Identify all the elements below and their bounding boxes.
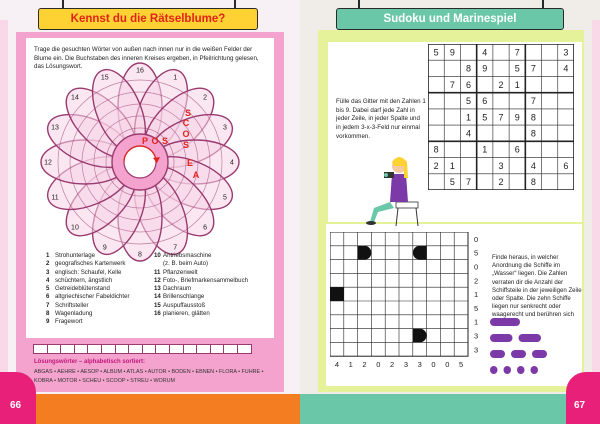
clue-text: geografisches Kartenwerk — [55, 260, 126, 268]
column-hint: 4 — [334, 360, 339, 370]
clue-item — [46, 302, 130, 310]
prefilled-letter: P — [141, 136, 149, 146]
left-page-title: Kennst du die Rätselblume? — [38, 8, 258, 30]
column-hint: 2 — [390, 360, 395, 370]
sudoku-given: 8 — [530, 128, 536, 139]
clue-number: 10 — [154, 252, 161, 259]
answer-box[interactable] — [142, 344, 157, 354]
clue-number: 16 — [154, 310, 161, 318]
word-list-heading: Lösungswörter – alphabetisch sortiert: — [34, 359, 146, 365]
sudoku-given: 7 — [449, 79, 455, 90]
clue-number: 2 — [46, 260, 50, 268]
row-hint: 0 — [474, 262, 479, 272]
column-hint: 0 — [376, 360, 381, 370]
sudoku-given: 8 — [433, 144, 439, 155]
page-number-right: 67 — [574, 400, 586, 411]
column-hint: 1 — [348, 360, 353, 370]
clue-number: 4 — [46, 276, 50, 284]
clue-number: 8 — [46, 310, 50, 318]
column-hint: 5 — [459, 360, 464, 370]
clue-text: Strohunterlage — [55, 252, 95, 259]
clue-item — [46, 285, 130, 293]
fleet-ship — [511, 350, 526, 358]
fleet-ship — [531, 366, 539, 374]
clue-item — [154, 310, 248, 318]
sudoku-given: 1 — [482, 144, 488, 155]
ship-end-right — [358, 246, 372, 260]
fleet-ship — [519, 334, 542, 342]
left-corner-decor — [0, 372, 36, 424]
right-corner-decor — [566, 372, 600, 424]
battleship-instructions: Finde heraus, in welcher Anordnung die Schiffe im „Wasser“ liegen. Die Zahlen verraten dir die Anzahl der Schiffsteile in der jeweiligen Zeile oder Spalte. Die zehn Schiffe liegen nur senkrecht oder waagerecht und berühren sich — [492, 254, 582, 319]
answer-box[interactable] — [33, 344, 48, 354]
clue-number: 7 — [46, 301, 50, 309]
clue-text: Dachraum — [163, 285, 192, 293]
clue-item — [154, 293, 248, 301]
prefilled-letter: O — [182, 129, 190, 139]
petal-number: 4 — [230, 159, 234, 167]
prefilled-letter: S — [182, 140, 190, 150]
answer-box[interactable] — [237, 344, 252, 354]
clue-text: Wagenladung — [55, 310, 93, 318]
clue-text: Getreideblütenstand — [55, 285, 110, 293]
prefilled-letter: S — [161, 136, 169, 146]
answer-box[interactable] — [101, 344, 116, 354]
sudoku-given: 1 — [449, 160, 455, 171]
column-hint: 0 — [431, 360, 436, 370]
sudoku-given: 8 — [530, 177, 536, 188]
clue-number: 6 — [46, 293, 50, 301]
fleet-ship — [517, 366, 525, 374]
left-edge-decor — [0, 20, 8, 380]
fleet-ship — [504, 366, 512, 374]
clue-item — [154, 269, 248, 277]
fleet-ship — [490, 318, 520, 326]
sudoku-given: 7 — [530, 63, 536, 74]
sudoku-given: 5 — [449, 177, 455, 188]
petal-number: 16 — [136, 67, 144, 75]
clue-text: englisch: Schaufel, Kelle — [55, 268, 122, 276]
clue-number: 3 — [46, 268, 50, 276]
petal-number: 8 — [138, 251, 142, 259]
clue-list-left — [46, 252, 130, 327]
sudoku-given: 1 — [466, 112, 472, 123]
ship-middle — [330, 287, 344, 301]
clue-number: 5 — [46, 285, 50, 293]
sudoku-given: 7 — [530, 96, 536, 107]
right-edge-decor — [592, 20, 600, 380]
fleet-ship — [532, 350, 547, 358]
sudoku-given: 9 — [514, 112, 520, 123]
sudoku-given: 7 — [514, 47, 520, 58]
ship-end-left — [413, 246, 427, 260]
sudoku-given: 8 — [530, 112, 536, 123]
column-hint: 0 — [445, 360, 450, 370]
sudoku-given: 5 — [433, 47, 439, 58]
clue-text: Schriftsteller — [55, 301, 89, 309]
right-page-title: Sudoku und Marinespiel — [336, 8, 564, 30]
sudoku-given: 4 — [466, 128, 472, 139]
answer-box[interactable] — [155, 344, 170, 354]
petal-number: 11 — [51, 194, 59, 202]
detective-girl-illustration — [362, 148, 426, 228]
sudoku-given: 7 — [466, 177, 472, 188]
sudoku-given: 7 — [498, 112, 504, 123]
petal-number: 2 — [203, 94, 208, 102]
clue-text: schüchtern, ängstlich — [55, 276, 113, 284]
clue-text: altgriechischer Fabeldichter — [55, 293, 130, 301]
sudoku-given: 6 — [563, 160, 569, 171]
sudoku-given: 5 — [514, 63, 520, 74]
answer-box[interactable] — [47, 344, 62, 354]
petal-number: 12 — [44, 159, 52, 167]
sudoku-instructions: Fülle das Gitter mit den Zahlen 1 bis 9. Dabei darf jede Zahl in jeder Zeile, in jeder Spalte und in jedem 3-x-3-Feld nur einmal vorkommen. — [336, 98, 426, 140]
sudoku-given: 1 — [514, 79, 520, 90]
petal-number: 5 — [223, 194, 227, 202]
row-hint: 2 — [474, 276, 479, 286]
sudoku-given: 9 — [482, 63, 488, 74]
ship-end-right — [413, 329, 427, 343]
row-hint: 3 — [474, 345, 479, 355]
sudoku-given: 3 — [563, 47, 569, 58]
sudoku-given: 2 — [498, 79, 504, 90]
sudoku-given: 8 — [466, 63, 472, 74]
clue-item — [46, 318, 130, 326]
petal-number: 13 — [51, 124, 59, 132]
clue-number: 11 — [154, 268, 161, 276]
answer-box[interactable] — [210, 344, 225, 354]
solution-word-boxes — [34, 344, 252, 354]
answer-box[interactable] — [196, 344, 211, 354]
clue-item — [46, 277, 130, 285]
prefilled-letter: O — [151, 136, 159, 146]
row-hint: 5 — [474, 303, 479, 313]
page-number-left: 66 — [10, 400, 22, 411]
clue-text: (z. B. beim Auto) — [163, 260, 209, 268]
fleet-legend — [490, 318, 570, 388]
row-hint: 1 — [474, 317, 479, 327]
row-hint: 3 — [474, 331, 479, 341]
clue-text: Foto-, Briefmarkensammelbuch — [163, 276, 249, 284]
column-hint: 3 — [417, 360, 422, 370]
sudoku-given: 6 — [514, 144, 520, 155]
column-hint: 3 — [403, 360, 408, 370]
row-hint: 0 — [474, 234, 479, 244]
clue-number: 9 — [46, 318, 50, 326]
petal-number: 7 — [173, 244, 178, 252]
prefilled-letter: C — [182, 118, 190, 128]
puzzle-flower — [40, 62, 240, 262]
answer-box[interactable] — [115, 344, 130, 354]
prefilled-letter: E — [186, 158, 194, 168]
clue-item — [154, 252, 248, 260]
fleet-ship — [490, 366, 498, 374]
clue-list-right — [154, 252, 248, 318]
clue-text: Auspuffausstoß — [163, 301, 206, 309]
sudoku-grid — [428, 44, 574, 190]
sudoku-given: 2 — [433, 160, 439, 171]
answer-box[interactable] — [128, 344, 143, 354]
answer-box[interactable] — [223, 344, 238, 354]
right-footer-band — [300, 394, 600, 424]
petal-number: 3 — [223, 124, 227, 132]
clue-number: 12 — [154, 276, 161, 284]
row-hint: 5 — [474, 248, 479, 258]
sudoku-given: 4 — [530, 160, 536, 171]
petal-number: 14 — [71, 94, 79, 102]
clue-text: Pflanzenwelt — [163, 268, 198, 276]
column-hint: 2 — [362, 360, 367, 370]
prefilled-letter: A — [192, 170, 200, 180]
petal-number: 9 — [102, 244, 107, 252]
clue-item — [46, 310, 130, 318]
clue-item — [46, 260, 130, 268]
word-list: ABGAS • AEHRE • AESOP • ALBUM • ATLAS • AUTOR • BODEN • EBNEN • FLORA • FUHRE • KOBRA • MOTOR • SCHEU • SCOOP • STREU • WORUM — [34, 369, 264, 384]
fleet-ship — [490, 334, 513, 342]
clue-item — [154, 277, 248, 285]
answer-box[interactable] — [60, 344, 75, 354]
sudoku-given: 5 — [482, 112, 488, 123]
answer-box[interactable] — [74, 344, 89, 354]
answer-box[interactable] — [169, 344, 184, 354]
petal-number: 1 — [173, 74, 178, 82]
clue-item — [46, 252, 130, 260]
sudoku-given: 6 — [482, 96, 488, 107]
clue-item — [46, 269, 130, 277]
flower-instructions: Trage die gesuchten Wörter von außen nach innen nur in die weißen Felder der Blume ein. Die Buchstaben des inneren Kreises ergeben, in Pfeilrichtung gelesen, das Lösungswort. — [34, 46, 259, 70]
sudoku-given: 2 — [498, 177, 504, 188]
sudoku-given: 6 — [466, 79, 472, 90]
clue-text: Brillenschlange — [163, 293, 205, 301]
sudoku-given: 5 — [466, 96, 472, 107]
petal-number: 6 — [203, 224, 208, 232]
prefilled-letter: S — [184, 108, 192, 118]
fleet-ship — [490, 350, 505, 358]
sudoku-given: 9 — [449, 47, 455, 58]
answer-box[interactable] — [87, 344, 102, 354]
petal-number: 10 — [71, 224, 79, 232]
sudoku-given: 4 — [563, 63, 569, 74]
petal-number: 15 — [100, 74, 109, 82]
sudoku-given: 3 — [498, 160, 504, 171]
clue-number: 15 — [154, 301, 161, 309]
clue-text: planieren, glätten — [163, 310, 210, 318]
clue-number: 1 — [46, 252, 50, 259]
battleship-grid — [330, 232, 486, 380]
clue-item — [154, 260, 248, 268]
clue-item — [46, 293, 130, 301]
answer-box[interactable] — [183, 344, 198, 354]
row-hint: 1 — [474, 290, 479, 300]
clue-text: Antriebsmaschine — [163, 252, 212, 259]
left-footer-band — [0, 394, 300, 424]
clue-item — [154, 285, 248, 293]
clue-number: 13 — [154, 285, 161, 293]
clue-item — [154, 302, 248, 310]
clue-text: Fragewort — [55, 318, 83, 326]
clue-number: 14 — [154, 293, 161, 301]
sudoku-given: 4 — [482, 47, 488, 58]
